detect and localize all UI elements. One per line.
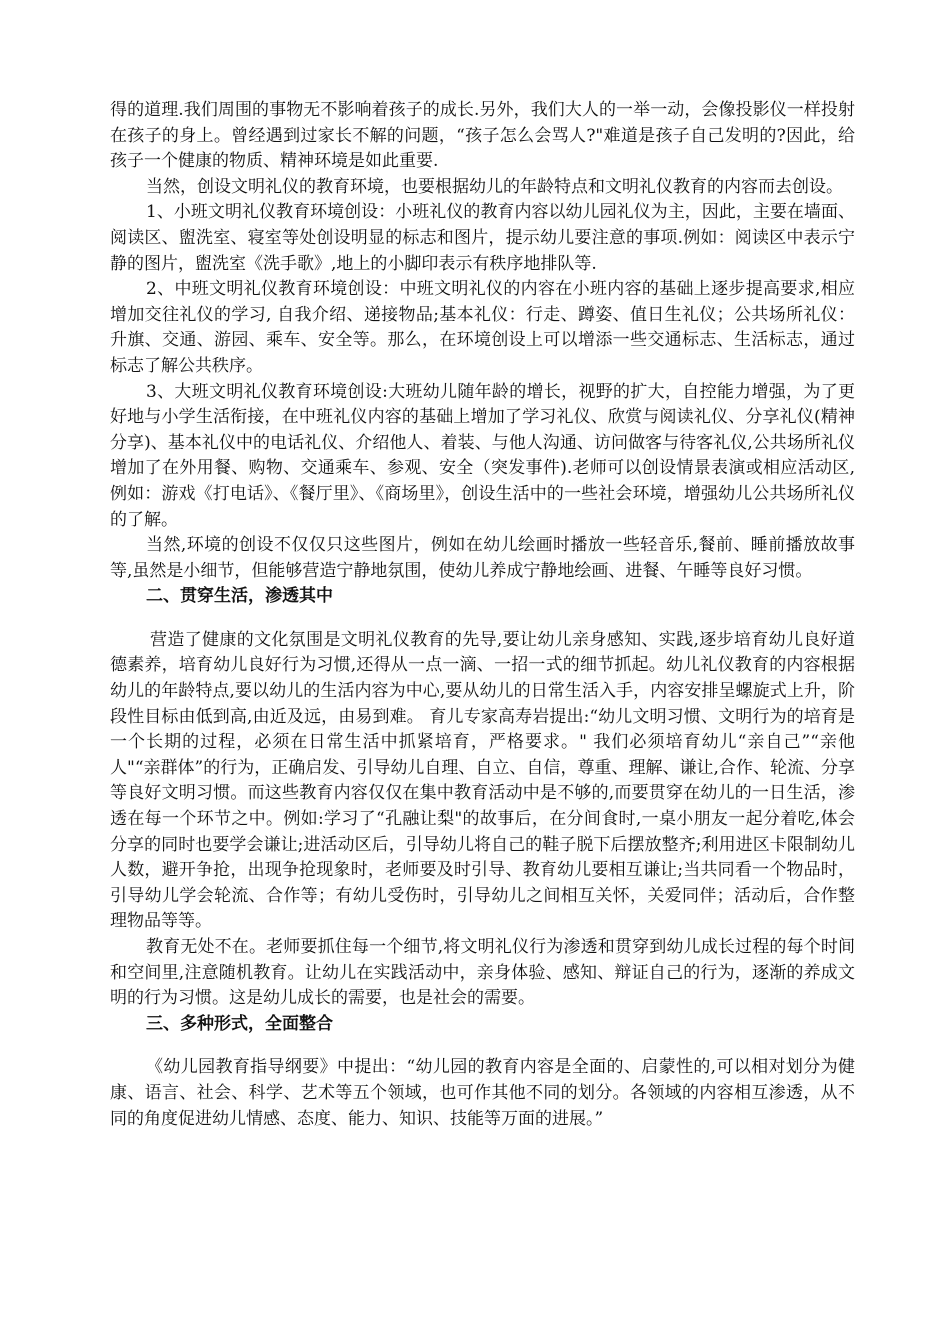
paragraph-7: 营造了健康的文化氛围是文明礼仪教育的先导,要让幼儿亲身感知、实践,逐步培育幼儿良好道德素养，培育幼儿良好行为习惯,还得从一点一滴、一招一式的细节抓起。幼儿礼仪教育的内容根据幼儿的年龄特点,要以幼儿的生活内容为中心,要从幼儿的日常生活入手，内容安排呈螺旋式上升，阶段性目标由低到高,由近及远，由易到难。 育儿专家高寿岩提出:“幼儿文明习惯、文明行为的培育是一个长期的过程，必须在日常生活中抓紧培育，严格要求。" 我们必须培育幼儿“亲自己”“亲他人"“亲群体”的行为，正确启发、引导幼儿自理、自立、自信，尊重、理解、谦让,合作、轮流、分享等良好文明习惯。而这些教育内容仅仅在集中教育活动中是不够的,而要贯穿在幼儿的一日生活，渗透在每一个环节之中。例如:学习了“孔融让梨"的故事后，在分间食时,一桌小朋友一起分着吃,体会分享的同时也要学会谦让;进活动区后，引导幼儿将自己的鞋子脱下后摆放整齐;利用进区卡限制幼儿人数，避开争抢，出现争抢现象时，老师要及时引导、教育幼儿要相互谦让;当共同看一个物品时，引导幼儿学会轮流、合作等；有幼儿受伤时，引导幼儿之间相互关怀，关爱同伴；活动后，合作整理物品等等。	[110, 629, 855, 932]
paragraph-9: 《幼儿园教育指导纲要》中提出：“幼儿园的教育内容是全面的、启蒙性的,可以相对划分为健康、语言、社会、科学、艺术等五个领域，也可作其他不同的划分。各领域的内容相互渗透，从不同的角度促进幼儿情感、态度、能力、知识、技能等万面的进展。”	[110, 1057, 855, 1129]
section-heading-2: 二、贯穿生活，渗透其中	[146, 586, 333, 607]
paragraph-6: 当然,环境的创设不仅仅只这些图片，例如在幼儿绘画时播放一些轻音乐,餐前、睡前播放故事等,虽然是小细节，但能够营造宁静地氛围，使幼儿养成宁静地绘画、进餐、午睡等良好习惯。	[110, 535, 855, 581]
paragraph-5: 3、大班文明礼仪教育环境创设:大班幼儿随年龄的增长，视野的扩大，自控能力增强，为了更好地与小学生活衔接，在中班礼仪内容的基础上增加了学习礼仪、欣赏与阅读礼仪、分享礼仪(精神分享)、基本礼仪中的电话礼仪、介绍他人、着装、与他人沟通、访问做客与待客礼仪,公共场所礼仪增加了在外用餐、购物、交通乘车、参观、安全（突发事件).老师可以创设情景表演或相应活动区,例如：游戏《打电话》、《餐厅里》、《商场里》，创设生活中的一些社会环境，增强幼儿公共场所礼仪的了解。	[110, 381, 855, 530]
paragraph-8: 教育无处不在。老师要抓住每一个细节,将文明礼仪行为渗透和贯穿到幼儿成长过程的每个时间和空间里,注意随机教育。让幼儿在实践活动中，亲身体验、感知、辩证自己的行为，逐渐的养成文明的行为习惯。这是幼儿成长的需要，也是社会的需要。	[110, 937, 855, 1009]
document-page	[110, 98, 855, 1132]
spacer	[110, 610, 855, 628]
spacer	[110, 1037, 855, 1055]
section-heading-3: 三、多种形式，全面整合	[146, 1013, 333, 1034]
paragraph-2: 当然，创设文明礼仪的教育环境，也要根据幼儿的年龄特点和文明礼仪教育的内容而去创设。	[146, 176, 843, 197]
paragraph-3: 1、小班文明礼仪教育环境创设：小班礼仪的教育内容以幼儿园礼仪为主，因此，主要在墙面、阅读区、盥洗室、寝室等处创设明显的标志和图片，提示幼儿要注意的事项.例如：阅读区中表示宁静的图片，盥洗室《洗手歌》,地上的小脚印表示有秩序地排队等.	[110, 202, 855, 274]
paragraph-4: 2、中班文明礼仪教育环境创设：中班文明礼仪的内容在小班内容的基础上逐步提高要求,相应增加交往礼仪的学习, 自我介绍、递接物品;基本礼仪：行走、蹲姿、值日生礼仪；公共场所礼仪：升旗、交通、游园、乘车、安全等。那么，在环境创设上可以增添一些交通标志、生活标志，通过标志了解公共秩序。	[110, 279, 855, 376]
paragraph-1: 得的道理.我们周围的事物无不影响着孩子的成长.另外，我们大人的一举一动，会像投影仪一样投射在孩子的身上。曾经遇到过家长不解的问题，“孩子怎么会骂人?"难道是孩子自己发明的?因此，给孩子一个健康的物质、精神环境是如此重要.	[110, 100, 855, 172]
